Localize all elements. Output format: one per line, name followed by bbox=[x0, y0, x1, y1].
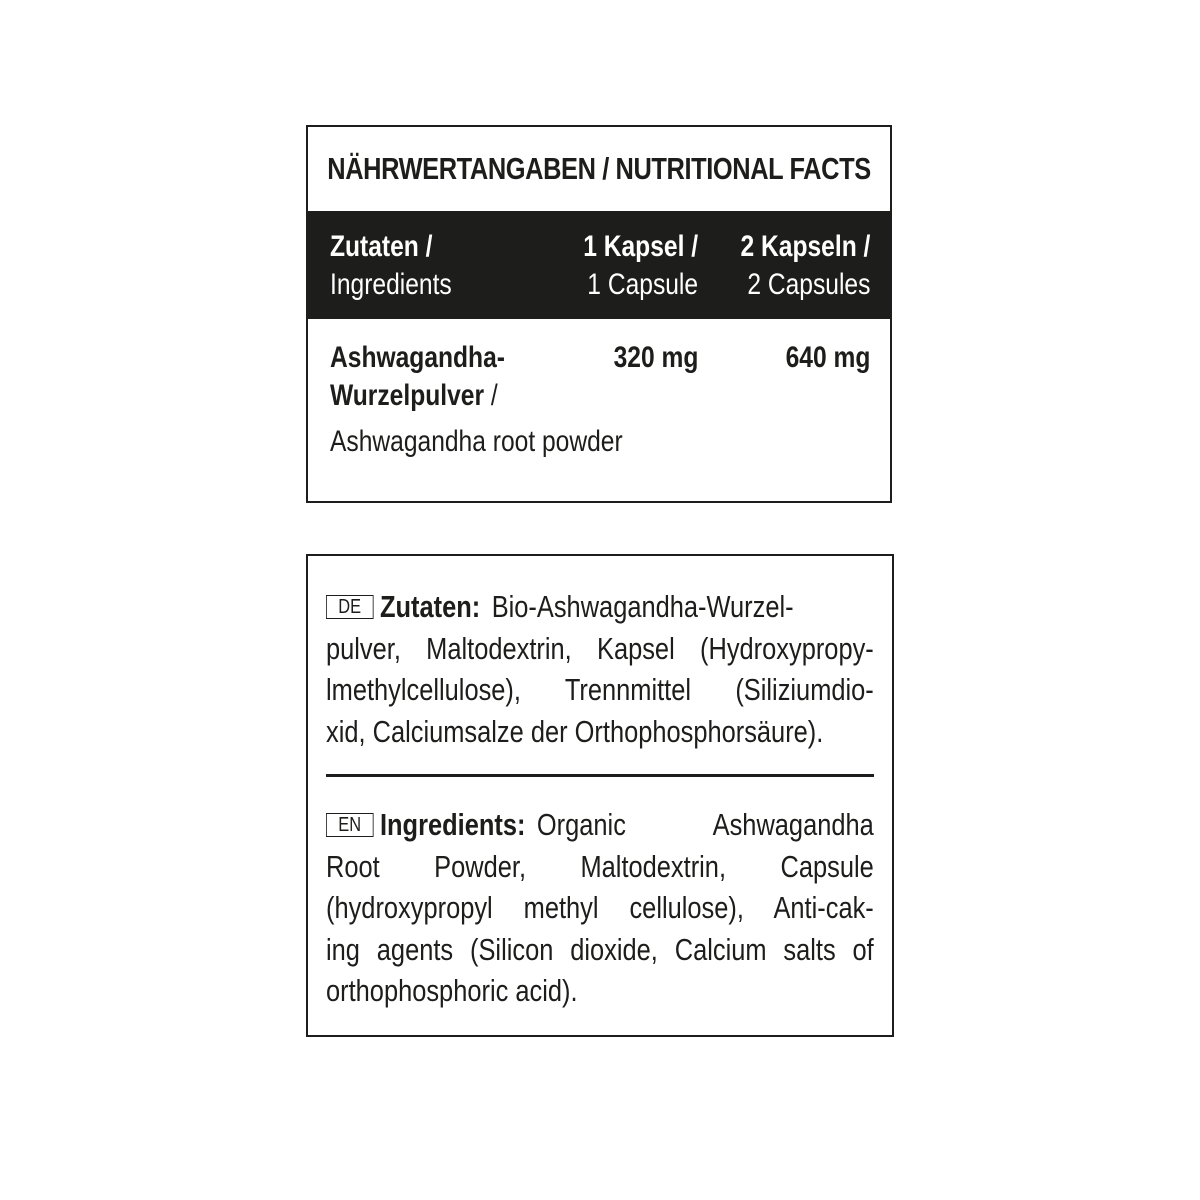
language-badge-en: EN bbox=[326, 813, 373, 837]
table-row bbox=[308, 319, 890, 501]
header-one-capsule-de: 1 Kapsel / bbox=[583, 230, 698, 263]
header-two-capsules-de: 2 Kapseln / bbox=[740, 230, 870, 263]
ingredients-de-text-1: Bio-Ashwagandha-Wurzel- bbox=[491, 589, 794, 624]
ingredients-label-en: Ingredients: bbox=[379, 807, 526, 842]
ingredients-de-line-4: xid, Calciumsalze der Orthophosphorsäure). bbox=[326, 713, 824, 749]
row-name-separator: / bbox=[484, 379, 498, 412]
row-value-two-capsules bbox=[785, 339, 870, 377]
ingredients-en-line-1 bbox=[326, 804, 874, 846]
ingredients-panel bbox=[306, 554, 894, 1037]
header-one-capsule-en: 1 Capsule bbox=[587, 268, 698, 301]
ingredients-label-de: Zutaten: bbox=[379, 589, 481, 624]
language-badge-de: DE bbox=[326, 595, 373, 619]
ingredients-en-line-2: Root Powder, Maltodextrin, Capsule bbox=[326, 848, 874, 884]
ingredients-section-de bbox=[326, 586, 874, 752]
ingredients-section-en bbox=[326, 804, 874, 1012]
ingredients-en-line-4: ing agents (Silicon dioxide, Calcium salts of bbox=[326, 931, 874, 967]
row-value-one-capsule bbox=[613, 339, 698, 377]
header-two-capsules bbox=[740, 228, 870, 304]
header-two-capsules-en: 2 Capsules bbox=[746, 268, 870, 301]
value-two-capsules: 640 mg bbox=[785, 341, 870, 374]
value-one-capsule: 320 mg bbox=[613, 341, 698, 374]
nutrition-facts-title: NÄHRWERTANGABEN / NUTRITIONAL FACTS bbox=[327, 151, 871, 186]
header-ingredients-de: Zutaten / bbox=[330, 230, 433, 263]
header-ingredients-en: Ingredients bbox=[330, 268, 452, 301]
header-ingredients bbox=[330, 228, 452, 304]
ingredients-en-line-3: (hydroxypropyl methyl cellulose), Anti-cak- bbox=[326, 890, 874, 925]
section-divider bbox=[326, 774, 874, 777]
row-ingredient-name bbox=[330, 339, 623, 461]
ingredients-de-line-1 bbox=[326, 586, 874, 628]
row-name-de-line1: Ashwagandha- bbox=[330, 341, 505, 374]
table-header-row bbox=[308, 211, 890, 319]
ingredients-en-text-1: Organic Ashwagandha bbox=[536, 807, 874, 842]
ingredients-de-line-2: pulver, Maltodextrin, Kapsel (Hydroxypropy- bbox=[326, 630, 874, 666]
row-name-en: Ashwagandha root powder bbox=[330, 425, 623, 458]
nutrition-facts-table bbox=[306, 125, 892, 503]
ingredients-de-line-3: lmethylcellulose), Trennmittel (Siliziumdio- bbox=[326, 672, 874, 707]
row-name-de-line2: Wurzelpulver bbox=[330, 379, 485, 412]
header-one-capsule bbox=[583, 228, 698, 304]
ingredients-en-line-5: orthophosphoric acid). bbox=[326, 973, 578, 1008]
